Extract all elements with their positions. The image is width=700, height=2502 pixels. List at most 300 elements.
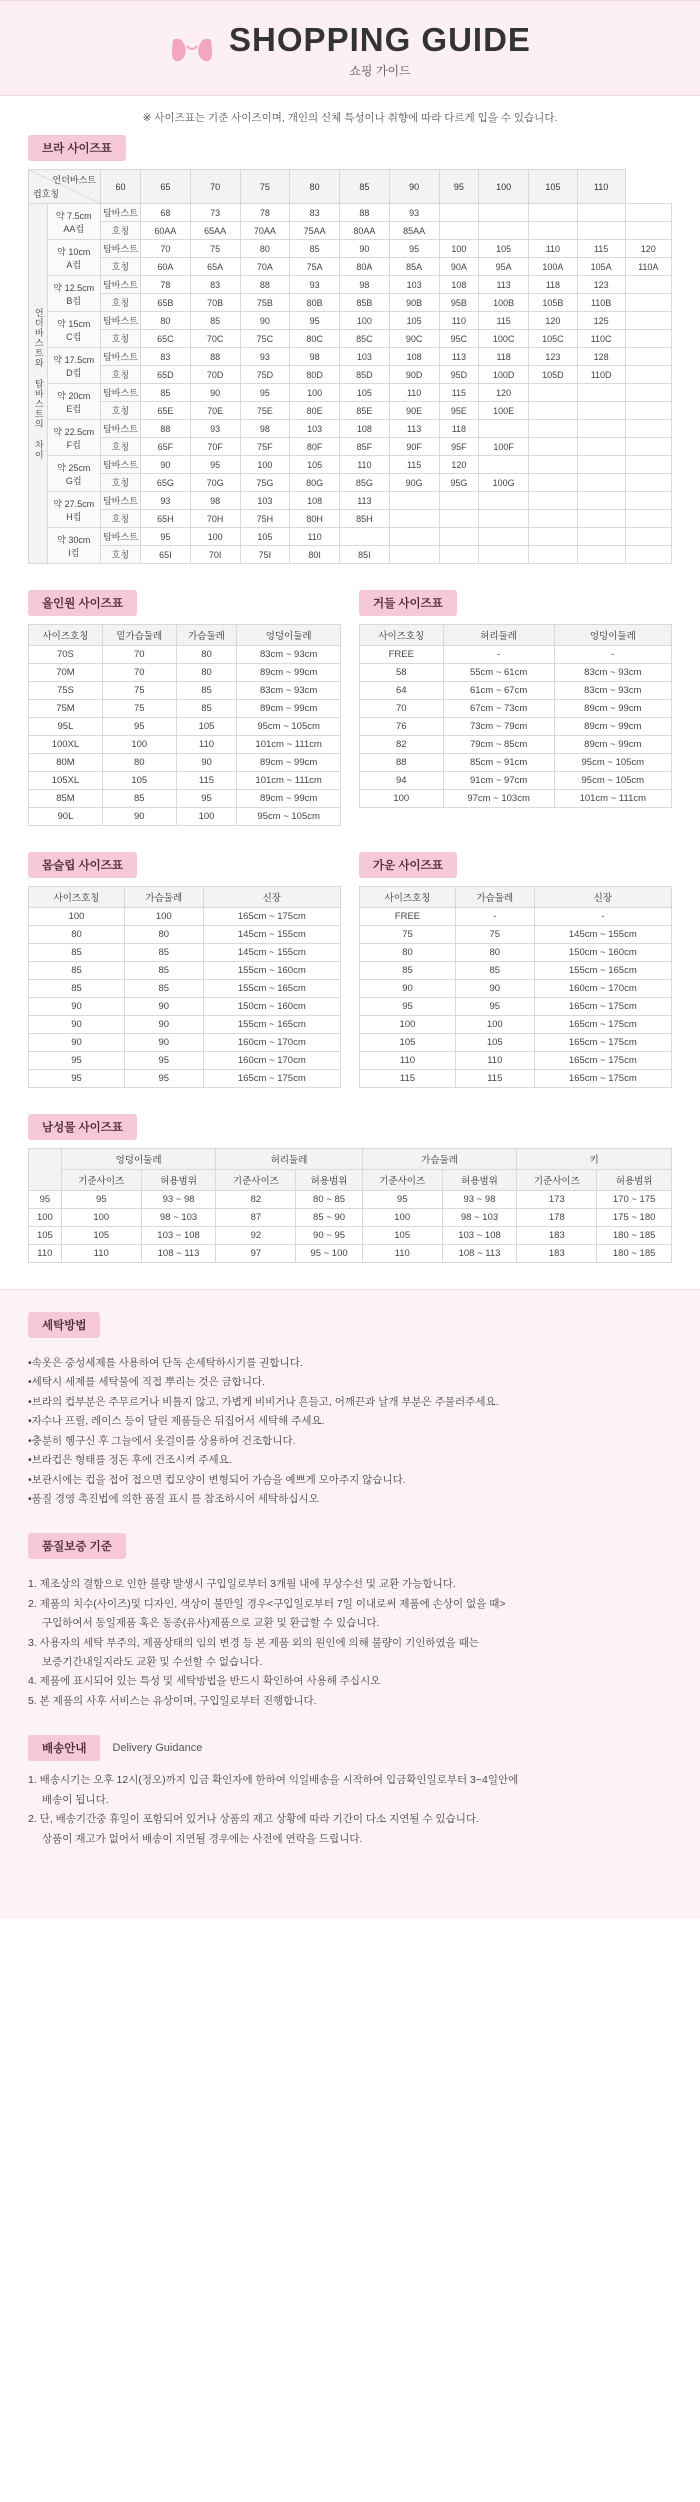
table-cell: 110 (362, 1245, 442, 1263)
quality-item: 2. 제품의 치수(사이즈)및 디자인, 색상이 불만일 경우<구입일로부터 7일 이내로써 제품에 손상이 없을 때> (28, 1597, 506, 1610)
table-cell: 95 (29, 1070, 125, 1088)
table-row (29, 312, 672, 330)
table-cell: 95D (439, 366, 479, 384)
table-row (29, 1227, 672, 1245)
delivery-item: 1. 배송시기는 오후 12시(정오)까지 입금 확인자에 한하여 익일배송을 시작하여 입금확인일로부터 3~4일안에 (28, 1774, 519, 1787)
bra-row-label: 탑바스트 (101, 528, 141, 546)
table-cell (625, 366, 671, 384)
bra-col-90: 90 (389, 170, 439, 204)
bra-col-110: 110 (577, 170, 625, 204)
table-cell: 155cm ~ 160cm (203, 962, 340, 980)
table-cell: 80I (290, 546, 340, 564)
table-cell: 73cm ~ 79cm (443, 718, 554, 736)
table-cell: 79cm ~ 85cm (443, 736, 554, 754)
table-cell: 70 (360, 700, 444, 718)
column-header: 허리둘레 (443, 625, 554, 646)
table-cell: 90 (29, 1016, 125, 1034)
table-cell (479, 492, 529, 510)
delivery-item: 2. 단, 배송기간중 휴일이 포함되어 있거나 상품의 재고 상황에 따라 기간이 다소 지연될 수 있습니다. (28, 1813, 480, 1826)
table-cell: 90A (439, 258, 479, 276)
bra-row-label: 호칭 (101, 330, 141, 348)
table-cell: 70H (190, 510, 240, 528)
bra-row-label: 호칭 (101, 258, 141, 276)
table-cell: 61cm ~ 67cm (443, 682, 554, 700)
table-cell: 95F (439, 438, 479, 456)
table-row (29, 1070, 341, 1088)
table-row (360, 664, 672, 682)
table-row (360, 682, 672, 700)
wash-item: •브라컵은 형태를 정돈 후에 건조시켜 주세요. (28, 1454, 232, 1467)
table-cell: 101cm ~ 111cm (237, 772, 341, 790)
table-cell: - (554, 646, 671, 664)
table-cell: 145cm ~ 155cm (203, 944, 340, 962)
table-cell: 160cm ~ 170cm (203, 1052, 340, 1070)
table-row (29, 330, 672, 348)
table-cell: 80 (176, 664, 237, 682)
section-title-delivery: 배송안내 (28, 1735, 100, 1761)
table-cell: 93 (290, 276, 340, 294)
table-row (360, 908, 672, 926)
table-row (360, 718, 672, 736)
table-cell: 178 (517, 1209, 597, 1227)
table-cell: 75I (240, 546, 290, 564)
table-cell: 65F (141, 438, 191, 456)
table-cell: 155cm ~ 165cm (534, 962, 671, 980)
table-cell: 108 ~ 113 (141, 1245, 216, 1263)
table-cell: 88 (190, 348, 240, 366)
table-cell: 105 (176, 718, 237, 736)
table-cell: 80A (340, 258, 390, 276)
bra-row-label: 탑바스트 (101, 276, 141, 294)
table-cell: 95cm ~ 105cm (554, 754, 671, 772)
table-cell: 118 (439, 420, 479, 438)
table-cell: 150cm ~ 160cm (203, 998, 340, 1016)
table-cell: 85 (455, 962, 534, 980)
table-cell: 75H (240, 510, 290, 528)
bra-row-label: 탑바스트 (101, 420, 141, 438)
table-cell (529, 492, 578, 510)
section-gown (359, 852, 672, 1088)
table-cell (577, 438, 625, 456)
table-row (29, 646, 341, 664)
table-cell: 85H (340, 510, 390, 528)
table-row (29, 528, 672, 546)
table-cell: 100G (479, 474, 529, 492)
table-cell: 89cm ~ 99cm (554, 700, 671, 718)
table-cell: 95 (141, 528, 191, 546)
table-cell: 73 (190, 204, 240, 222)
table-cell: 85E (340, 402, 390, 420)
table-cell: 103 ~ 108 (442, 1227, 517, 1245)
table-cell: 89cm ~ 99cm (237, 790, 341, 808)
mens-size-table (28, 1148, 672, 1263)
section-bra (0, 135, 700, 564)
table-cell: 110B (577, 294, 625, 312)
table-cell: 75G (240, 474, 290, 492)
table-cell: 70M (29, 664, 103, 682)
table-cell: 113 (340, 492, 390, 510)
section-title-slip: 몸슬립 사이즈표 (28, 852, 137, 878)
table-cell (625, 492, 671, 510)
bra-col-65: 65 (141, 170, 191, 204)
table-cell: 83 (290, 204, 340, 222)
section-onepiece (28, 590, 341, 826)
table-cell: 101cm ~ 111cm (237, 736, 341, 754)
table-cell: 105 (389, 312, 439, 330)
table-row (29, 962, 341, 980)
table-cell: 83cm ~ 93cm (237, 682, 341, 700)
table-cell: 85F (340, 438, 390, 456)
table-cell (479, 222, 529, 240)
bra-row-label: 호칭 (101, 546, 141, 564)
table-row (29, 348, 672, 366)
table-cell (529, 402, 578, 420)
table-cell: 105 (455, 1034, 534, 1052)
table-row (29, 492, 672, 510)
bra-cup-label: 약 25cm G컵 (47, 456, 101, 492)
wash-item: •보관시에는 컵을 접어 접으면 컵모양이 변형되어 가슴을 예쁘게 모아주지 않습니다. (28, 1473, 406, 1486)
table-cell: 98 ~ 103 (442, 1209, 517, 1227)
table-cell: 97cm ~ 103cm (443, 790, 554, 808)
table-cell (625, 294, 671, 312)
table-cell: 100F (479, 438, 529, 456)
table-cell: 100 (455, 1016, 534, 1034)
table-cell: 110D (577, 366, 625, 384)
table-cell: 100 (362, 1209, 442, 1227)
table-cell: 85 (29, 944, 125, 962)
table-cell: 95 (102, 718, 176, 736)
table-cell: 98 (240, 420, 290, 438)
table-cell: 183 (517, 1245, 597, 1263)
table-cell: 80 (455, 944, 534, 962)
bra-row-label: 탑바스트 (101, 240, 141, 258)
table-cell: 93 (240, 348, 290, 366)
table-cell: 65C (141, 330, 191, 348)
table-cell: 90G (389, 474, 439, 492)
table-cell: 80G (290, 474, 340, 492)
table-cell: 93 ~ 98 (442, 1191, 517, 1209)
table-cell: 80AA (340, 222, 390, 240)
table-cell: 110 (290, 528, 340, 546)
column-header: 기준사이즈 (61, 1170, 141, 1191)
table-cell (529, 546, 578, 564)
table-cell: 80 (360, 944, 456, 962)
table-row (360, 1070, 672, 1088)
table-row (360, 1016, 672, 1034)
bra-cup-label: 약 17.5cm D컵 (47, 348, 101, 384)
table-cell (439, 546, 479, 564)
table-cell: 165cm ~ 175cm (203, 908, 340, 926)
table-cell: 180 ~ 185 (597, 1245, 672, 1263)
bra-col-85: 85 (340, 170, 390, 204)
table-cell: 108 (439, 276, 479, 294)
table-cell: 95 (362, 1191, 442, 1209)
table-row (29, 944, 341, 962)
table-cell (529, 222, 578, 240)
table-cell: 80 (29, 926, 125, 944)
table-cell (625, 330, 671, 348)
table-cell: 105A (577, 258, 625, 276)
table-cell: 100D (479, 366, 529, 384)
table-cell: 100 (240, 456, 290, 474)
table-cell: 100 (29, 1209, 62, 1227)
column-group-header: 허리둘레 (216, 1149, 362, 1170)
table-cell: 100 (290, 384, 340, 402)
table-cell (479, 528, 529, 546)
column-header: 허용범위 (597, 1170, 672, 1191)
table-cell: 85I (340, 546, 390, 564)
table-cell: 165cm ~ 175cm (534, 998, 671, 1016)
table-cell: 115 (577, 240, 625, 258)
section-girdle (359, 590, 672, 826)
onepiece-size-table (28, 624, 341, 826)
table-cell: 90 (29, 998, 125, 1016)
table-cell: 95 (61, 1191, 141, 1209)
table-cell: 76 (360, 718, 444, 736)
table-cell (479, 420, 529, 438)
table-cell: 100 (124, 908, 203, 926)
bra-row-label: 탑바스트 (101, 492, 141, 510)
quality-item: 4. 제품에 표시되어 있는 특성 및 세탁방법을 반드시 확인하여 사용해 주십시오 (28, 1675, 381, 1688)
table-cell: 85 (29, 980, 125, 998)
table-cell: 85 (141, 384, 191, 402)
table-cell: 95 (389, 240, 439, 258)
table-cell: 100 (176, 808, 237, 826)
table-cell: 85 (176, 700, 237, 718)
quality-item: 1. 제조상의 결함으로 인한 불량 발생시 구입일로부터 3개월 내에 무상수선 및 교환 가능합니다. (28, 1578, 456, 1591)
table-cell: 85 (360, 962, 456, 980)
table-cell: 90 (360, 980, 456, 998)
table-cell (439, 222, 479, 240)
table-cell (340, 528, 390, 546)
table-cell: 80M (29, 754, 103, 772)
bra-col-105: 105 (529, 170, 578, 204)
table-cell (439, 492, 479, 510)
column-header: 사이즈호칭 (29, 625, 103, 646)
table-cell: 145cm ~ 155cm (203, 926, 340, 944)
bra-col-95: 95 (439, 170, 479, 204)
table-cell: 110 (455, 1052, 534, 1070)
table-cell: 110 (340, 456, 390, 474)
table-cell: 120 (439, 456, 479, 474)
column-header: 신장 (534, 887, 671, 908)
table-cell: 85 (124, 980, 203, 998)
table-cell: 105 (340, 384, 390, 402)
bra-row-label: 호칭 (101, 222, 141, 240)
table-row (29, 1034, 341, 1052)
bra-cup-label: 약 10cm A컵 (47, 240, 101, 276)
table-cell: 110 (389, 384, 439, 402)
bra-cup-label: 약 7.5cm AA컵 (47, 204, 101, 240)
table-cell: 80 (141, 312, 191, 330)
table-cell: 80H (290, 510, 340, 528)
table-cell: 93 (141, 492, 191, 510)
table-cell: 100 (190, 528, 240, 546)
table-cell: 83 (190, 276, 240, 294)
table-cell (577, 528, 625, 546)
table-cell: 85 (290, 240, 340, 258)
table-cell: 98 ~ 103 (141, 1209, 216, 1227)
table-cell: 75 (455, 926, 534, 944)
table-cell: 88 (340, 204, 390, 222)
table-cell: 85 (190, 312, 240, 330)
table-cell: 90 (455, 980, 534, 998)
section-delivery (0, 1735, 700, 1849)
table-row (29, 808, 341, 826)
table-cell: 85AA (389, 222, 439, 240)
table-row (360, 962, 672, 980)
table-cell: 90E (389, 402, 439, 420)
table-row (360, 790, 672, 808)
table-cell: 128 (577, 348, 625, 366)
page-title: SHOPPING GUIDE (229, 21, 531, 58)
table-cell: 90 (124, 998, 203, 1016)
bra-row-label: 호칭 (101, 366, 141, 384)
table-cell (625, 276, 671, 294)
table-row (360, 980, 672, 998)
table-cell: 100 (360, 1016, 456, 1034)
section-quality (0, 1533, 700, 1711)
table-cell: 55cm ~ 61cm (443, 664, 554, 682)
table-cell: 90D (389, 366, 439, 384)
table-row (29, 474, 672, 492)
table-cell (577, 222, 625, 240)
table-cell: 98 (340, 276, 390, 294)
table-cell: - (534, 908, 671, 926)
table-cell: 75C (240, 330, 290, 348)
table-cell: 95C (439, 330, 479, 348)
table-cell: 90 (29, 1034, 125, 1052)
table-cell: 65I (141, 546, 191, 564)
column-header: 허용범위 (141, 1170, 216, 1191)
section-wash (0, 1312, 700, 1509)
slip-size-table (28, 886, 341, 1088)
page-subtitle: 쇼핑 가이드 (349, 64, 411, 78)
section-mens (0, 1114, 700, 1263)
table-cell: 78 (240, 204, 290, 222)
table-cell (479, 510, 529, 528)
table-cell (577, 546, 625, 564)
table-cell: 105C (529, 330, 578, 348)
table-cell: 80 (176, 646, 237, 664)
table-cell: 103 (240, 492, 290, 510)
table-cell: 98 (190, 492, 240, 510)
table-cell: 105 (290, 456, 340, 474)
table-cell: 120 (529, 312, 578, 330)
section-title-bra: 브라 사이즈표 (28, 135, 126, 161)
bra-col-60: 60 (101, 170, 141, 204)
table-cell (625, 348, 671, 366)
table-cell: 85M (29, 790, 103, 808)
bra-row-label: 탑바스트 (101, 312, 141, 330)
table-cell (439, 510, 479, 528)
column-header: 허용범위 (442, 1170, 517, 1191)
table-cell: 103 (290, 420, 340, 438)
table-row (29, 980, 341, 998)
table-row (29, 926, 341, 944)
table-cell: 85 (124, 944, 203, 962)
bra-row-label: 탑바스트 (101, 384, 141, 402)
table-cell (625, 204, 671, 222)
bra-icon (169, 34, 215, 68)
column-header: 사이즈호칭 (360, 625, 444, 646)
table-cell (625, 474, 671, 492)
bra-cup-label: 약 22.5cm F컵 (47, 420, 101, 456)
table-cell: 65B (141, 294, 191, 312)
table-cell: 64 (360, 682, 444, 700)
table-cell: 100A (529, 258, 578, 276)
table-cell: 165cm ~ 175cm (534, 1052, 671, 1070)
table-cell: 89cm ~ 99cm (237, 664, 341, 682)
table-cell: 92 (216, 1227, 296, 1245)
table-row (29, 718, 341, 736)
table-cell: 115 (360, 1070, 456, 1088)
table-cell: FREE (360, 646, 444, 664)
bra-corner-cup-label: 컵호칭 (33, 189, 60, 199)
bra-cup-label: 약 12.5cm B컵 (47, 276, 101, 312)
table-cell (529, 204, 578, 222)
table-cell: 110C (577, 330, 625, 348)
table-cell: 90 (176, 754, 237, 772)
column-group-header (29, 1149, 62, 1191)
table-row (29, 510, 672, 528)
table-cell (625, 528, 671, 546)
table-row (29, 222, 672, 240)
page-header (0, 0, 700, 96)
table-cell: 100C (479, 330, 529, 348)
table-cell: 110 (360, 1052, 456, 1070)
gown-size-table (359, 886, 672, 1088)
table-row (29, 682, 341, 700)
table-cell (625, 312, 671, 330)
table-cell: 83cm ~ 93cm (554, 682, 671, 700)
table-cell: 89cm ~ 99cm (237, 754, 341, 772)
table-cell: 100E (479, 402, 529, 420)
table-cell: 65AA (190, 222, 240, 240)
column-header: 사이즈호칭 (360, 887, 456, 908)
column-header: 밑가슴둘레 (102, 625, 176, 646)
table-cell (625, 510, 671, 528)
table-cell: 100 (61, 1209, 141, 1227)
bra-row-label: 탑바스트 (101, 348, 141, 366)
table-cell: 110 (61, 1245, 141, 1263)
wash-item: •품질 경영 촉진법에 의한 품질 표시 를 참조하시어 세탁하십시오 (28, 1492, 319, 1505)
table-cell: 67cm ~ 73cm (443, 700, 554, 718)
table-cell: 95 (455, 998, 534, 1016)
table-cell: FREE (360, 908, 456, 926)
table-row (360, 1034, 672, 1052)
table-cell: 108 (389, 348, 439, 366)
table-cell: 65H (141, 510, 191, 528)
table-cell: - (443, 646, 554, 664)
table-cell (625, 456, 671, 474)
table-cell: 105XL (29, 772, 103, 790)
table-cell: 90B (389, 294, 439, 312)
table-cell: 80D (290, 366, 340, 384)
bra-row-label: 탑바스트 (101, 204, 141, 222)
table-cell: 75M (29, 700, 103, 718)
column-header: 허용범위 (296, 1170, 362, 1191)
table-row (29, 1052, 341, 1070)
table-cell: 93 ~ 98 (141, 1191, 216, 1209)
table-cell: 65G (141, 474, 191, 492)
table-row (360, 1052, 672, 1070)
table-cell: 82 (360, 736, 444, 754)
table-cell: 75E (240, 402, 290, 420)
table-cell (439, 528, 479, 546)
table-cell: 95cm ~ 105cm (237, 808, 341, 826)
table-row (360, 736, 672, 754)
